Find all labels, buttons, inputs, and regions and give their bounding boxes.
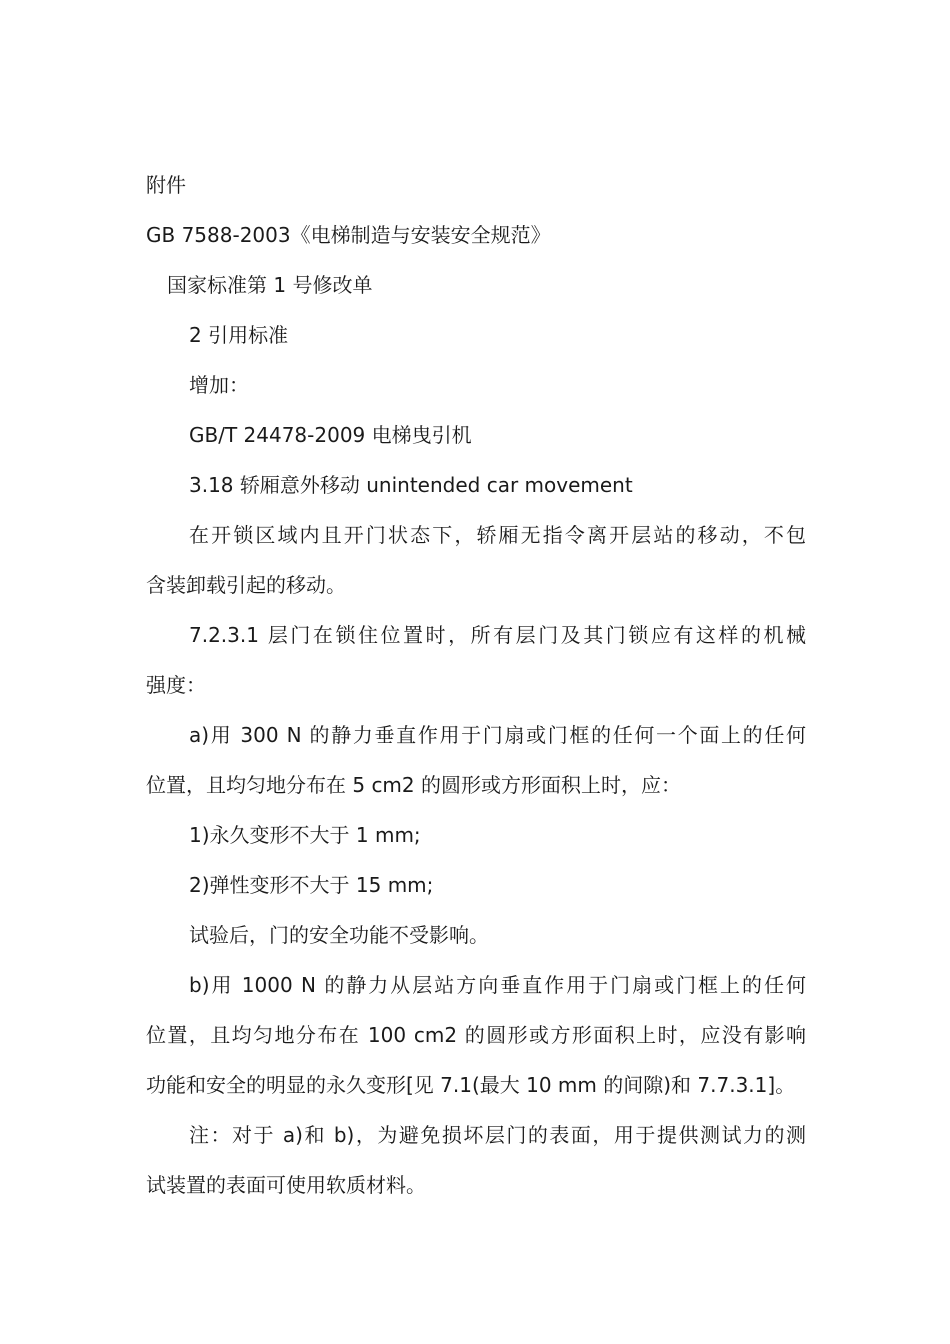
paragraph-line: 位置，且均匀地分布在 5 cm2 的圆形或方形面积上时，应：	[146, 773, 681, 797]
paragraph-line: b)用 1000 N 的静力从层站方向垂直作用于门扇或门框上的任何	[189, 973, 806, 997]
document-title: GB 7588-2003《电梯制造与安装安全规范》	[146, 223, 551, 247]
document-body	[146, 160, 806, 1210]
paragraph-line: 在开锁区域内且开门状态下，轿厢无指令离开层站的移动，不包	[189, 523, 806, 547]
note-line: 注：对于 a)和 b)，为避免损坏层门的表面，用于提供测试力的测	[189, 1123, 806, 1147]
paragraph-line: 强度：	[146, 673, 206, 697]
paragraph-line: 含装卸载引起的移动。	[146, 573, 346, 597]
paragraph-line: 增加：	[189, 373, 249, 397]
section-heading: 3.18 轿厢意外移动 unintended car movement	[189, 473, 633, 497]
list-item: 1)永久变形不大于 1 mm;	[189, 823, 421, 847]
paragraph-line: GB/T 24478-2009 电梯曳引机	[189, 423, 472, 447]
paragraph-line: 位置，且均匀地分布在 100 cm2 的圆形或方形面积上时，应没有影响	[146, 1023, 806, 1047]
paragraph-line: 试验后，门的安全功能不受影响。	[189, 923, 489, 947]
note-line: 试装置的表面可使用软质材料。	[146, 1173, 426, 1197]
paragraph-line: 7.2.3.1 层门在锁住位置时，所有层门及其门锁应有这样的机械	[189, 623, 806, 647]
paragraph-line: 功能和安全的明显的永久变形[见 7.1(最大 10 mm 的间隙)和 7.7.3.1]。	[146, 1073, 796, 1097]
attachment-label: 附件	[146, 173, 186, 197]
section-heading: 2 引用标准	[189, 323, 289, 347]
document-subtitle: 国家标准第 1 号修改单	[167, 273, 373, 297]
paragraph-line: a)用 300 N 的静力垂直作用于门扇或门框的任何一个面上的任何	[189, 723, 806, 747]
list-item: 2)弹性变形不大于 15 mm;	[189, 873, 434, 897]
